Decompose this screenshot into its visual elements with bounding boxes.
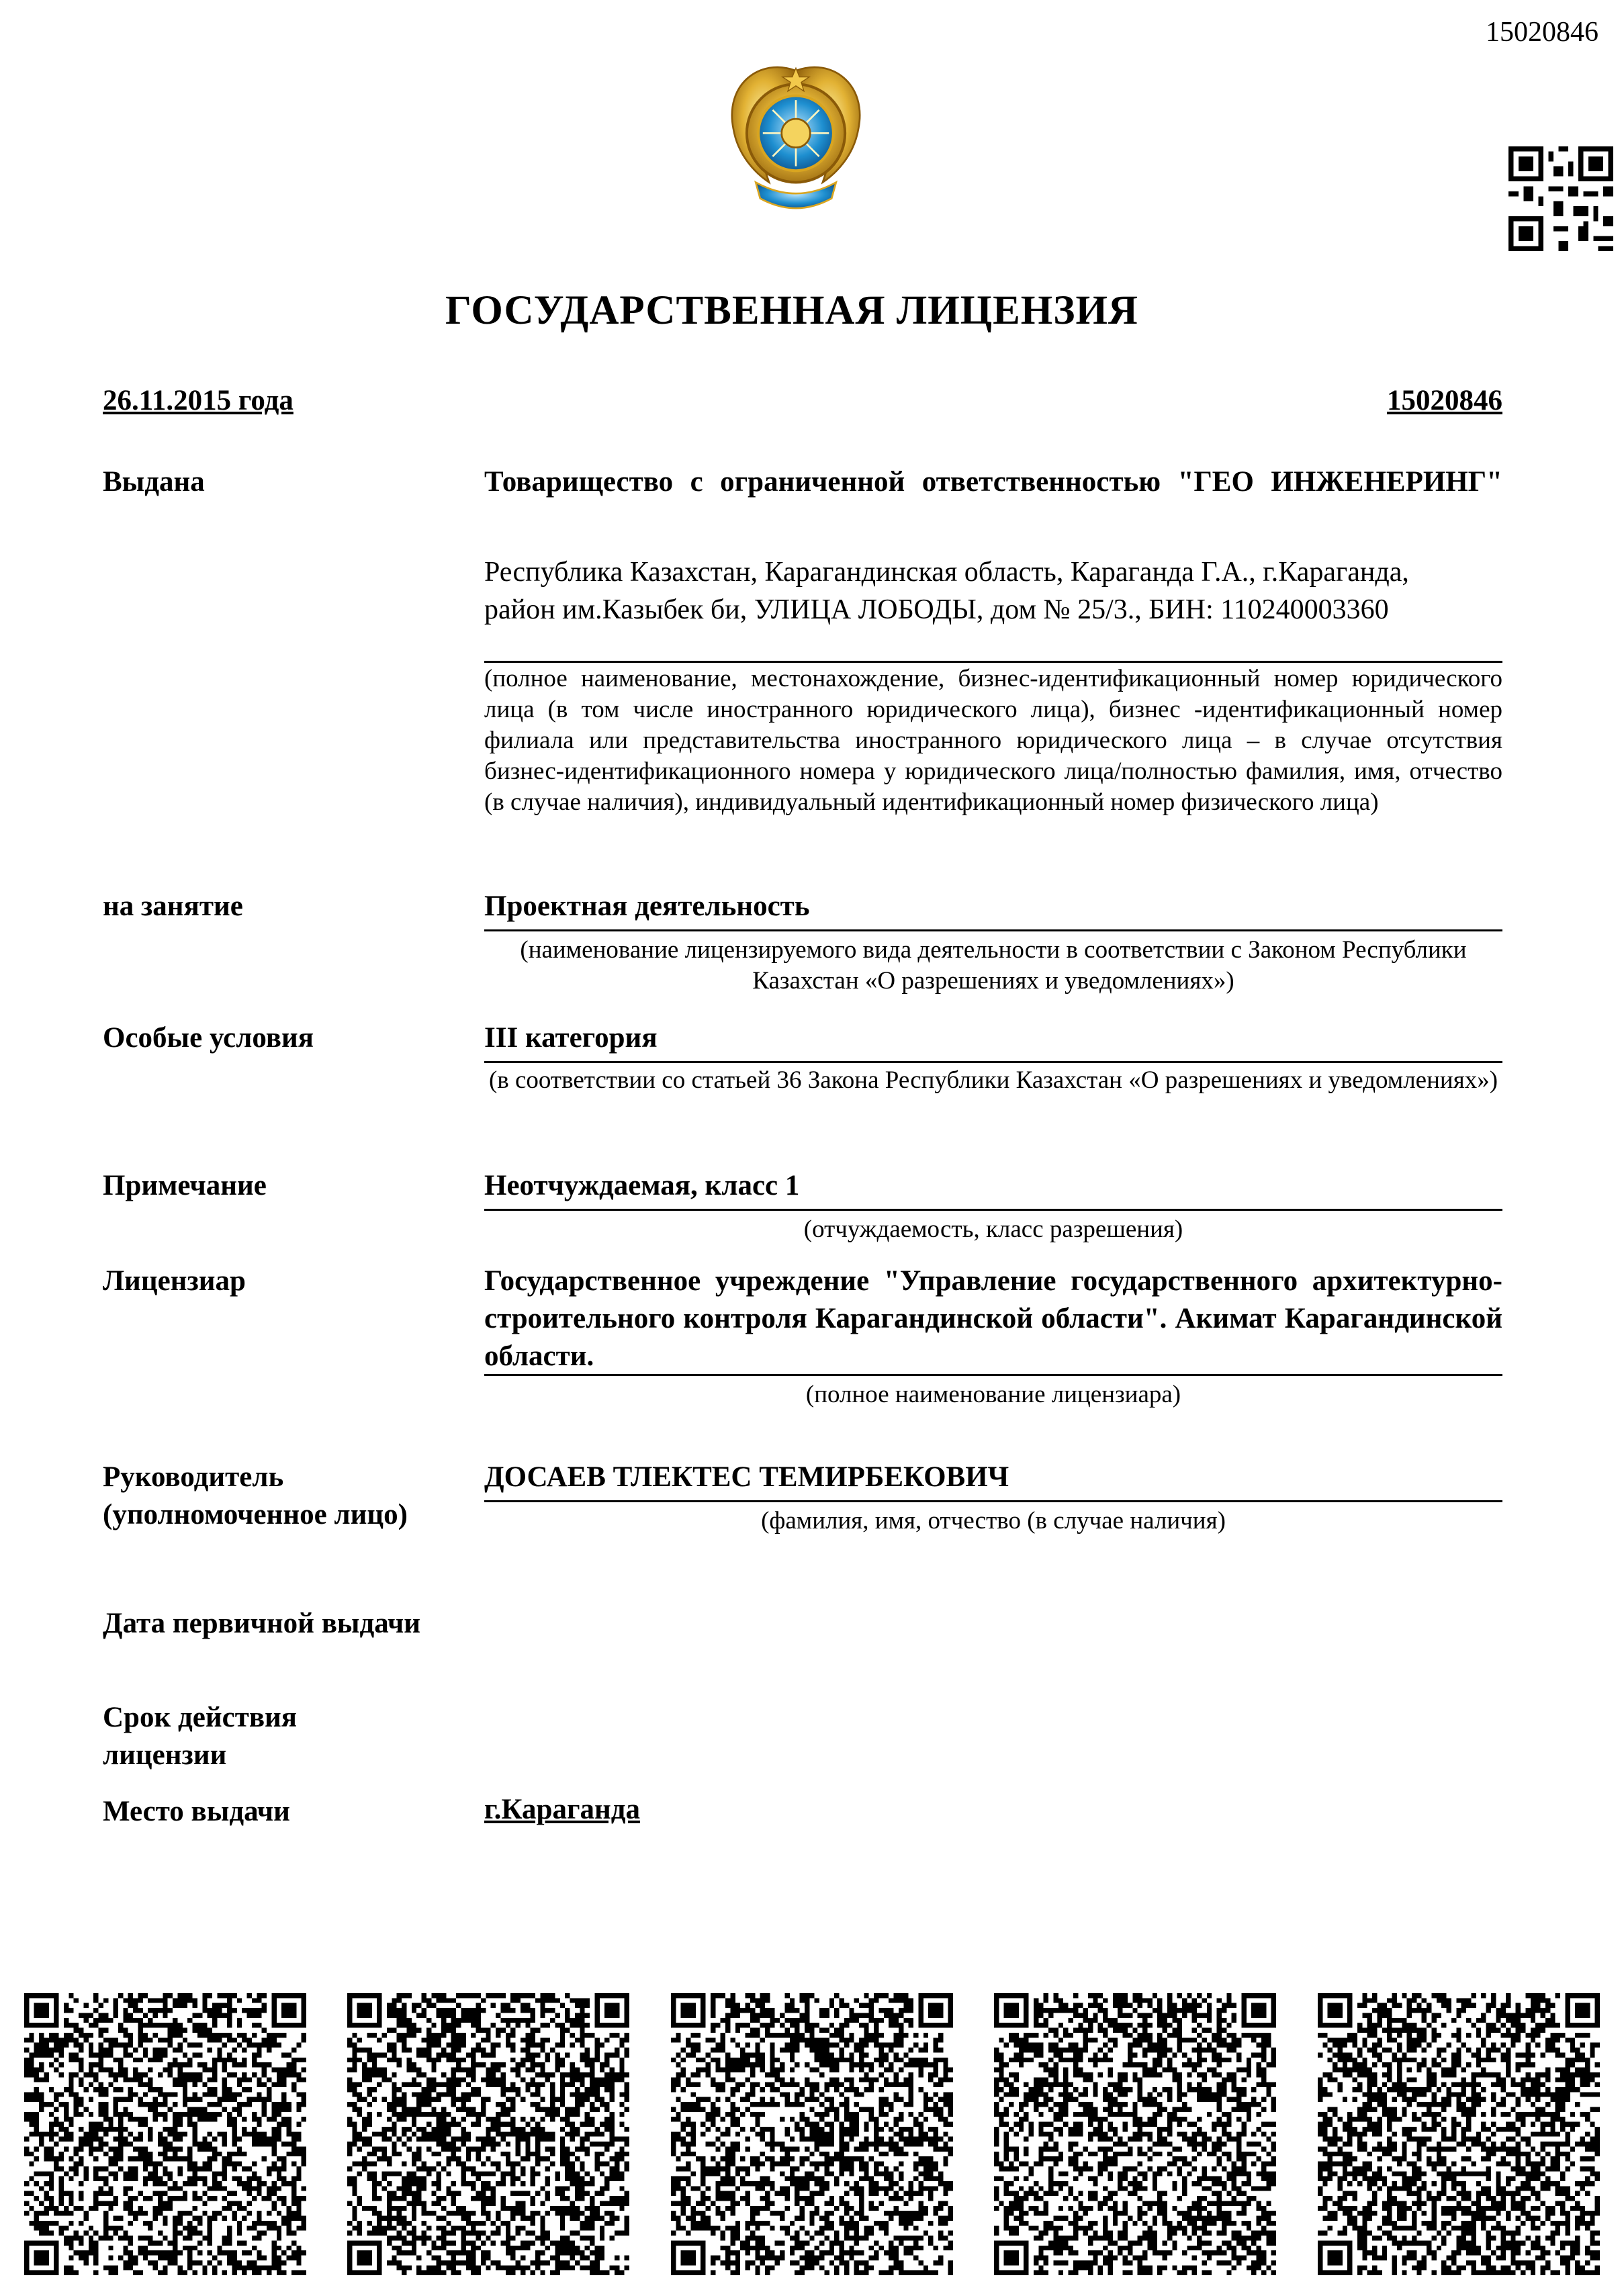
- special-conditions-label: Особые условия: [103, 1022, 314, 1054]
- divider: [484, 1061, 1502, 1063]
- first-issue-label: Дата первичной выдачи: [103, 1608, 421, 1639]
- licensor-label: Лицензиар: [103, 1265, 246, 1297]
- issued-to-name: Товарищество с ограниченной ответственностью "ГЕО ИНЖЕНЕРИНГ": [484, 466, 1502, 498]
- activity-note: (наименование лицензируемого вида деятельности в соответствии с Законом Республики Казахстан «О разрешениях и уведомлениях»): [520, 936, 1467, 995]
- special-conditions-note: (в соответствии со статьей 36 Закона Республики Казахстан «О разрешениях и уведомлениях»): [488, 1066, 1498, 1094]
- place-value: г.Караганда: [484, 1794, 641, 1825]
- issued-to-address-line2: район им.Казыбек би, УЛИЦА ЛОБОДЫ, дом № 25/3., БИН: 110240003360: [484, 594, 1389, 625]
- qr-code-icon: [671, 1993, 953, 2275]
- qr-code-icon: [24, 1993, 306, 2275]
- head-value: ДОСАЕВ ТЛЕКТЕС ТЕМИРБЕКОВИЧ: [484, 1461, 1009, 1493]
- qr-code-icon: [994, 1993, 1276, 2275]
- divider: [484, 929, 1502, 931]
- activity-label: на занятие: [103, 890, 243, 922]
- head-label-line1: Руководитель: [103, 1461, 284, 1493]
- divider: [484, 1209, 1502, 1211]
- qr-code-icon: [347, 1993, 629, 2275]
- licensor-note: (полное наименование лицензиара): [805, 1381, 1181, 1408]
- remark-label: Примечание: [103, 1170, 267, 1201]
- divider: [484, 1500, 1502, 1502]
- state-emblem-icon: [707, 48, 885, 227]
- qr-code-icon: [1318, 1993, 1600, 2275]
- validity-label-line2: лицензии: [103, 1739, 227, 1771]
- page-title: ГОСУДАРСТВЕННАЯ ЛИЦЕНЗИЯ: [445, 288, 1138, 333]
- issued-to-note: (полное наименование, местонахождение, бизнес-идентификационный номер юридического лица (в том числе иностранного юридического лица), бизнес -идентификационный номер филиала или представительства иностранного юридического лица – в случае отсутствия бизнес-идентификационного номера у юридического лица/полностью фамилия, имя, отчество (в случае наличия), индивидуальный идентификационный номер физического лица): [484, 665, 1502, 816]
- doc-number-top: 15020846: [1486, 17, 1598, 48]
- divider: [484, 1374, 1502, 1376]
- validity-label-line1: Срок действия: [103, 1702, 298, 1733]
- special-conditions-value: III категория: [484, 1022, 658, 1054]
- issued-to-address-line1: Республика Казахстан, Карагандинская область, Караганда Г.А., г.Караганда,: [484, 557, 1409, 588]
- head-note: (фамилия, имя, отчество (в случае наличия): [761, 1507, 1226, 1534]
- issue-date: 26.11.2015 года: [103, 385, 294, 416]
- place-label: Место выдачи: [103, 1796, 290, 1827]
- issued-to-label: Выдана: [103, 466, 205, 498]
- divider: [484, 661, 1502, 663]
- activity-value: Проектная деятельность: [484, 890, 810, 922]
- license-number: 15020846: [1387, 385, 1502, 416]
- licensor-value: Государственное учреждение "Управление государственного архитектурно-строительного контроля Карагандинской области". Акимат Карагандинской области.: [484, 1265, 1502, 1372]
- remark-note: (отчуждаемость, класс разрешения): [803, 1215, 1183, 1243]
- remark-value: Неотчуждаемая, класс 1: [484, 1170, 800, 1201]
- head-label-line2: (уполномоченное лицо): [103, 1499, 408, 1530]
- qr-code-icon: [1508, 146, 1613, 251]
